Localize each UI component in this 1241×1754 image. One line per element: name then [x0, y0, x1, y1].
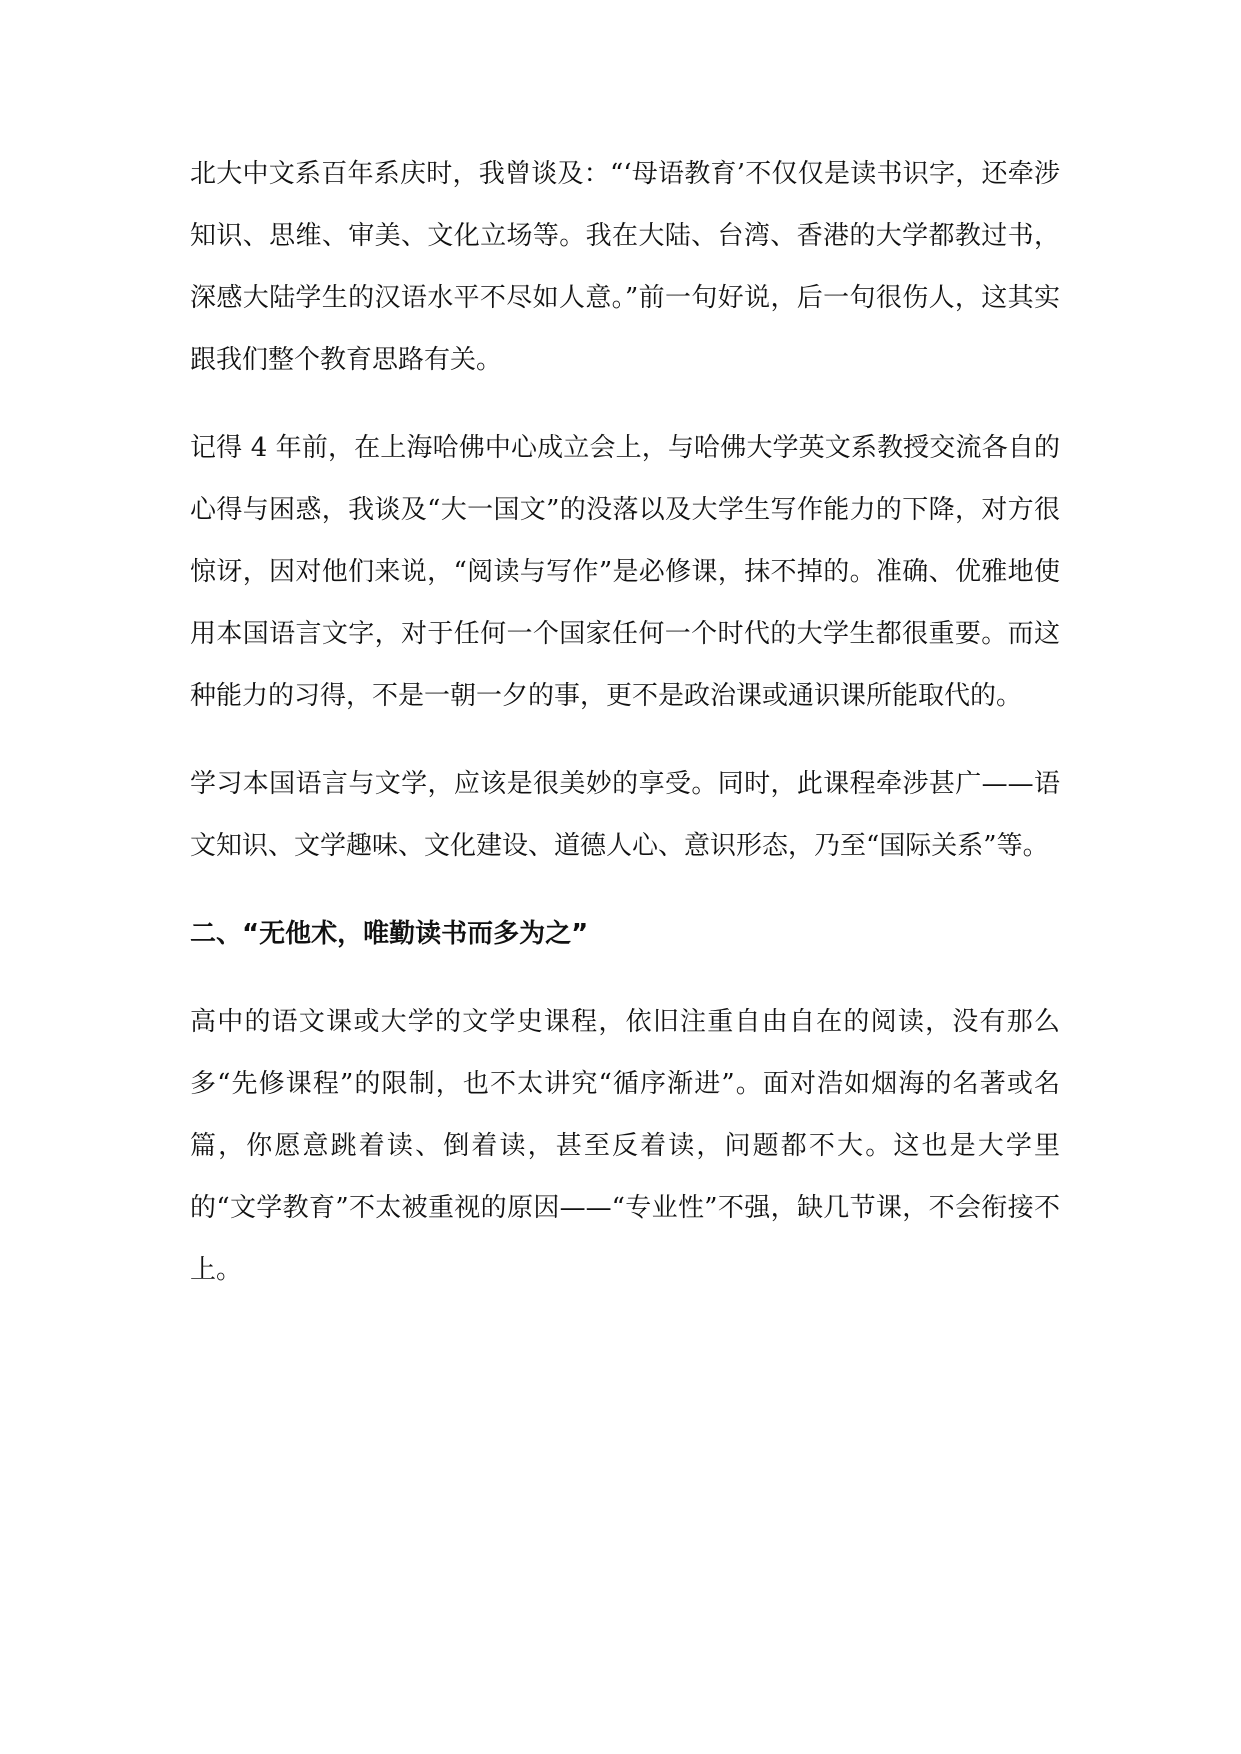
paragraph-1: 北大中文系百年系庆时，我曾谈及：“‘母语教育’不仅仅是读书识字，还牵涉知识、思维、审美、文化立场等。我在大陆、台湾、香港的大学都教过书，深感大陆学生的汉语水平不尽如人意。”前一句好说，后一句很伤人，这其实跟我们整个教育思路有关。 [190, 159, 1060, 375]
paragraph-3: 学习本国语言与文学，应该是很美妙的享受。同时，此课程牵涉甚广——语文知识、文学趣味、文化建设、道德人心、意识形态，乃至“国际关系”等。 [190, 769, 1060, 861]
section-heading: 二、“无他术，唯勤读书而多为之” [190, 919, 589, 949]
document-body [190, 143, 1060, 1327]
paragraph-2: 记得 4 年前，在上海哈佛中心成立会上，与哈佛大学英文系教授交流各自的心得与困惑，我谈及“大一国文”的没落以及大学生写作能力的下降，对方很惊讶，因对他们来说，“阅读与写作”是必修课，抹不掉的。准确、优雅地使用本国语言文字，对于任何一个国家任何一个时代的大学生都很重要。而这种能力的习得，不是一朝一夕的事，更不是政治课或通识课所能取代的。 [190, 433, 1060, 711]
paragraph-4: 高中的语文课或大学的文学史课程，依旧注重自由自在的阅读，没有那么多“先修课程”的限制，也不太讲究“循序渐进”。面对浩如烟海的名著或名篇，你愿意跳着读、倒着读，甚至反着读，问题都不大。这也是大学里的“文学教育”不太被重视的原因——“专业性”不强，缺几节课，不会衔接不上。 [190, 1007, 1060, 1285]
